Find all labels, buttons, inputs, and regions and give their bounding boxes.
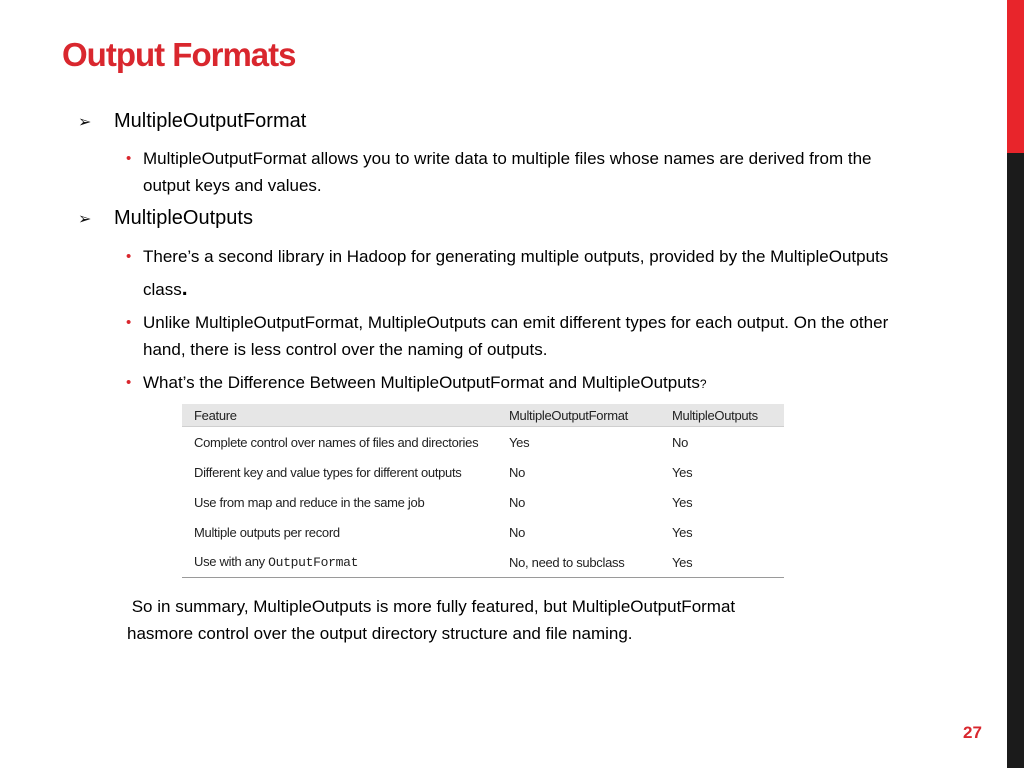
arrow-bullet-icon: ➢: [78, 113, 92, 131]
sub-bullet-question-mark: ?: [699, 377, 707, 391]
sub-bullet-text: [143, 369, 896, 398]
dot-bullet-icon: •: [126, 248, 132, 265]
cell-feature: Multiple outputs per record: [194, 524, 340, 540]
summary-text: [127, 593, 927, 647]
dot-bullet-icon: •: [126, 150, 132, 167]
table-row: [182, 517, 784, 547]
cell-feature: Use from map and reduce in the same job: [194, 494, 425, 510]
sub-bullet-text: [143, 241, 896, 306]
cell-feature: Complete control over names of files and directories: [194, 434, 479, 450]
bullet-label: MultipleOutputs: [114, 207, 253, 229]
right-accent-bar-red: [1007, 0, 1024, 153]
table-row: [182, 427, 784, 458]
table-row: [182, 547, 784, 578]
sub-bullet-body: What’s the Difference Between MultipleOutputFormat and MultipleOutputs: [143, 373, 700, 392]
sub-bullet-period: .: [181, 277, 188, 300]
cell-multipleoutputformat: Yes: [509, 434, 530, 450]
header-multipleoutputs: MultipleOutputs: [660, 404, 784, 427]
sub-bullet: [126, 369, 896, 398]
sub-bullet-text: Unlike MultipleOutputFormat, MultipleOutputs can emit different types for each output. On the other hand, there is less control over the naming of outputs.: [143, 313, 889, 359]
cell-feature-text: Use with any: [194, 554, 269, 569]
sub-bullet: [126, 309, 896, 363]
slide-title: Output Formats: [62, 36, 296, 73]
cell-multipleoutputformat: No, need to subclass: [497, 547, 660, 578]
summary-line-2: hasmore control over the output directory structure and file naming.: [127, 624, 633, 643]
cell-multipleoutputs: Yes: [672, 524, 693, 540]
comparison-table-wrap: [182, 404, 784, 578]
comparison-table: [182, 404, 784, 578]
right-accent-bar-dark: [1007, 153, 1024, 768]
table-row: [182, 457, 784, 487]
table-header-row: [182, 404, 784, 427]
sub-bullet: [126, 145, 896, 199]
cell-multipleoutputs: No: [672, 434, 689, 450]
arrow-bullet-icon: ➢: [78, 210, 92, 228]
sub-bullet-body: There’s a second library in Hadoop for generating multiple outputs, provided by the MultipleOutputs class: [143, 247, 889, 299]
cell-feature-code: OutputFormat: [268, 555, 359, 570]
header-multipleoutputformat: MultipleOutputFormat: [497, 404, 660, 427]
summary-line-1: So in summary, MultipleOutputs is more fully featured, but MultipleOutputFormat: [127, 597, 736, 616]
bullet-label: MultipleOutputFormat: [114, 110, 307, 132]
dot-bullet-icon: •: [126, 374, 132, 391]
bullet-multipleoutputformat: [78, 110, 306, 133]
cell-feature: Different key and value types for different outputs: [194, 464, 462, 480]
page-number: 27: [963, 723, 982, 742]
cell-multipleoutputs: Yes: [672, 464, 693, 480]
cell-multipleoutputformat: No: [509, 494, 526, 510]
header-feature: Feature: [182, 404, 497, 427]
dot-bullet-icon: •: [126, 314, 132, 331]
sub-bullet-text: MultipleOutputFormat allows you to write data to multiple files whose names are derived from the output keys and values.: [143, 149, 872, 195]
cell-multipleoutputs: Yes: [660, 547, 784, 578]
table-row: [182, 487, 784, 517]
cell-feature: [182, 547, 497, 578]
sub-bullet: [126, 241, 896, 306]
cell-multipleoutputs: Yes: [672, 494, 693, 510]
cell-multipleoutputformat: No: [509, 524, 526, 540]
cell-multipleoutputformat: No: [509, 464, 526, 480]
bullet-multipleoutputs: [78, 207, 253, 230]
